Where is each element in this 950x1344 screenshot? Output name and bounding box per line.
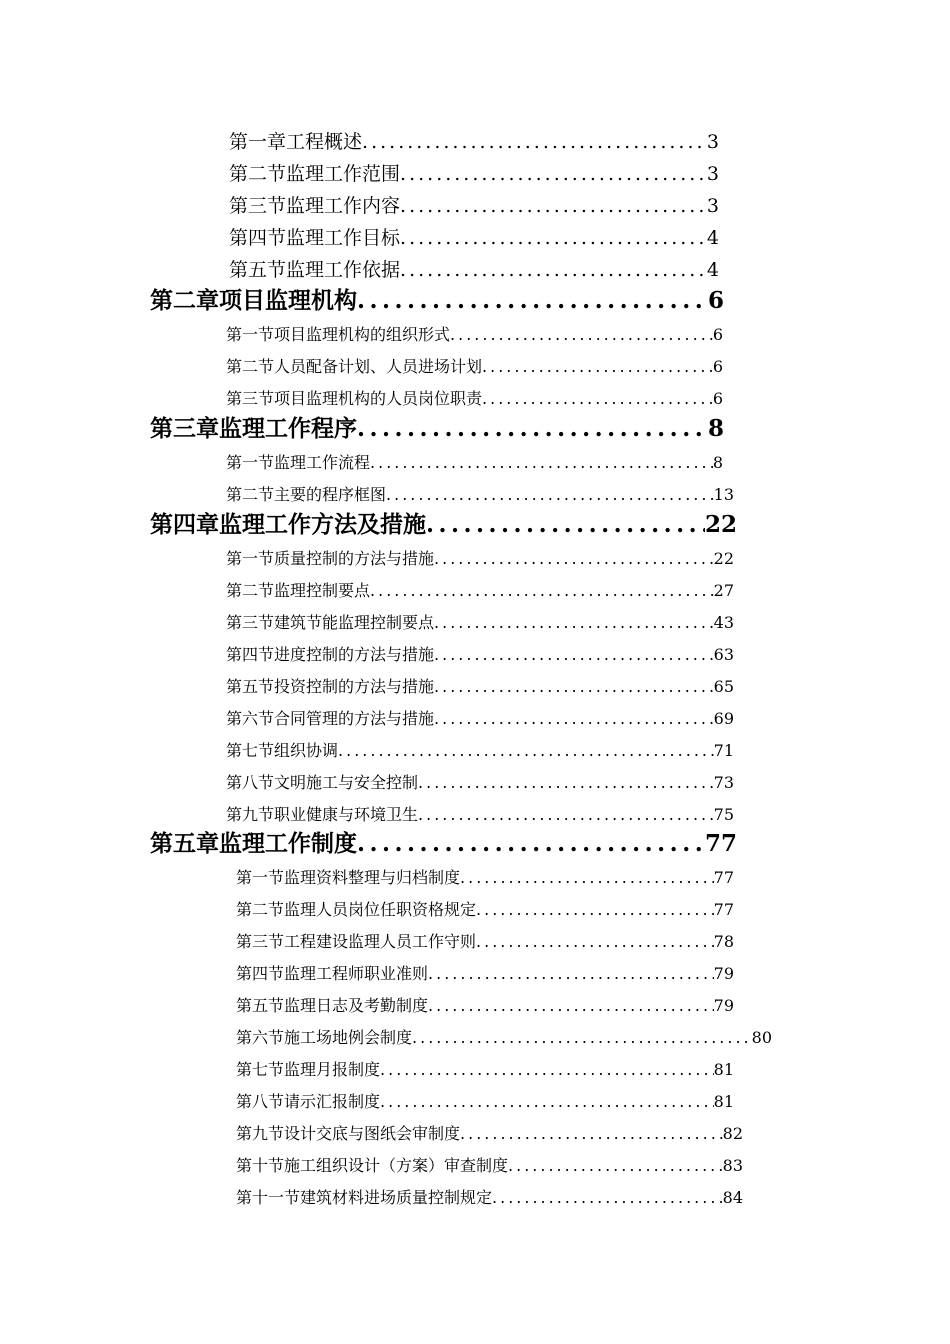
toc-label: 第十一节 [236,1188,301,1207]
toc-title: 投资控制的方法与措施 [274,677,435,696]
toc-page-number: 84 [722,1188,743,1207]
toc-entry[interactable] [226,640,734,670]
toc-page-number: 82 [722,1124,743,1143]
toc-leader-dots [482,352,713,382]
toc-page-number: 79 [713,996,734,1015]
toc-title: 项目监理机构的组织形式 [274,325,451,344]
toc-entry[interactable] [226,352,723,382]
toc-page-number: 3 [706,131,719,153]
toc-page-number: 8 [712,453,723,472]
toc-leader-dots [370,448,713,478]
toc-leader-dots [434,704,714,734]
toc-label: 第一章 [229,131,287,153]
toc-page-number: 6 [712,389,723,408]
toc-entry[interactable] [236,895,734,925]
toc-page-number: 4 [706,259,719,281]
toc-title: 监理工作制度 [219,830,357,857]
toc-entry[interactable] [226,576,734,606]
toc-title: 监理工作范围 [286,163,401,185]
toc-page-number: 75 [713,805,734,824]
toc-page-number: 27 [713,581,734,600]
toc-label: 第六节 [226,709,275,728]
toc-leader-dots [386,480,714,510]
toc-label: 第四节 [236,964,285,983]
toc-label: 第五节 [229,259,287,281]
toc-chapter-heading[interactable] [150,413,724,445]
toc-page-number: 6 [712,325,723,344]
toc-label: 第五节 [226,677,275,696]
toc-label: 第五章 [150,830,219,857]
toc-title: 建筑节能监理控制要点 [274,613,435,632]
toc-label: 第一节 [226,325,275,344]
toc-title: 监理工作目标 [286,227,401,249]
toc-title: 主要的程序框图 [274,485,387,504]
toc-title: 监理控制要点 [274,581,371,600]
toc-title: 监理工作内容 [286,195,401,217]
toc-label: 第二节 [226,581,275,600]
toc-label: 第三节 [226,389,275,408]
toc-label: 第二节 [226,357,275,376]
toc-title: 施工场地例会制度 [284,1028,413,1047]
toc-label: 第三节 [226,613,275,632]
toc-leader-dots [400,223,707,253]
toc-label: 第四章 [150,511,219,538]
toc-entry[interactable] [226,768,734,798]
toc-entry[interactable] [236,959,734,989]
toc-page-number: 77 [713,868,734,887]
toc-leader-dots [370,576,714,606]
toc-leader-dots [460,1119,723,1149]
toc-entry[interactable] [226,544,734,574]
toc-label: 第二节 [236,900,285,919]
toc-leader-dots [460,863,714,893]
toc-page-number: 13 [713,485,734,504]
toc-entry[interactable] [226,800,734,830]
toc-label: 第四节 [226,645,275,664]
toc-label: 第八节 [236,1092,285,1111]
toc-entry[interactable] [236,1055,734,1085]
toc-leader-dots [482,384,713,414]
toc-page-number: 65 [713,677,734,696]
toc-page-number: 77 [704,830,737,857]
toc-title: 监理工作流程 [274,453,371,472]
toc-page-number: 81 [713,1060,734,1079]
toc-leader-dots [476,927,714,957]
toc-leader-dots [362,127,707,157]
toc-leader-dots [400,255,707,285]
toc-page-number: 22 [704,511,737,538]
toc-entry[interactable] [226,448,723,478]
toc-label: 第四节 [229,227,287,249]
toc-leader-dots [380,1055,714,1085]
toc-leader-dots [357,413,708,445]
toc-leader-dots [418,800,714,830]
toc-label: 第五节 [236,996,285,1015]
toc-title: 监理资料整理与归档制度 [284,868,461,887]
toc-leader-dots [434,672,714,702]
toc-title: 监理工作程序 [219,415,357,442]
toc-label: 第十节 [236,1156,285,1175]
toc-label: 第七节 [236,1060,285,1079]
toc-title: 人员配备计划、人员进场计划 [274,357,483,376]
toc-page-number: 63 [713,645,734,664]
toc-title: 监理工作方法及措施 [219,511,426,538]
toc-leader-dots [412,1023,752,1053]
toc-page-number: 79 [713,964,734,983]
toc-leader-dots [434,640,714,670]
toc-title: 工程建设监理人员工作守则 [284,932,477,951]
toc-label: 第一节 [226,549,275,568]
toc-entry[interactable] [229,223,719,253]
toc-title: 工程概述 [286,131,363,153]
toc-title: 项目监理机构 [219,287,357,314]
toc-label: 第六节 [236,1028,285,1047]
toc-entry[interactable] [226,320,723,350]
toc-leader-dots [476,895,714,925]
toc-entry[interactable] [226,672,734,702]
toc-title: 监理工作依据 [286,259,401,281]
toc-title: 监理工程师职业准则 [284,964,429,983]
toc-entry[interactable] [229,127,719,157]
toc-leader-dots [338,736,714,766]
toc-title: 监理日志及考勤制度 [284,996,429,1015]
toc-label: 第一节 [236,868,285,887]
toc-title: 施工组织设计（方案）审查制度 [284,1156,509,1175]
toc-entry[interactable] [229,191,719,221]
toc-entry[interactable] [226,704,734,734]
toc-chapter-heading[interactable] [150,285,724,317]
toc-leader-dots [434,544,714,574]
toc-page-number: 81 [713,1092,734,1111]
toc-title: 设计交底与图纸会审制度 [284,1124,461,1143]
toc-label: 第二节 [229,163,287,185]
toc-entry[interactable] [236,1023,772,1053]
toc-title: 文明施工与安全控制 [274,773,419,792]
toc-label: 第三章 [150,415,219,442]
toc-title: 职业健康与环境卫生 [274,805,419,824]
toc-entry[interactable] [236,1119,743,1149]
toc-chapter-heading[interactable] [150,509,737,541]
toc-leader-dots [428,959,714,989]
toc-page-number: 22 [713,549,734,568]
toc-entry[interactable] [236,927,734,957]
toc-leader-dots [434,608,714,638]
toc-label: 第九节 [236,1124,285,1143]
toc-leader-dots [428,991,714,1021]
toc-entry[interactable] [229,159,719,189]
toc-leader-dots [380,1087,714,1117]
toc-page-number: 4 [706,227,719,249]
toc-leader-dots [508,1151,723,1181]
toc-label: 第三节 [236,932,285,951]
toc-page-number: 80 [751,1028,772,1047]
toc-label: 第七节 [226,741,275,760]
toc-leader-dots [492,1183,723,1213]
toc-page-number: 6 [712,357,723,376]
toc-entry[interactable] [236,863,734,893]
toc-page-number: 69 [713,709,734,728]
toc-chapter-heading[interactable] [150,828,737,860]
toc-entry[interactable] [226,736,734,766]
toc-entry[interactable] [229,255,719,285]
toc-leader-dots [400,191,707,221]
toc-leader-dots [418,768,714,798]
toc-title: 合同管理的方法与措施 [274,709,435,728]
toc-title: 项目监理机构的人员岗位职责 [274,389,483,408]
toc-page-number: 83 [722,1156,743,1175]
toc-page-number: 3 [706,195,719,217]
toc-page-number: 8 [707,415,724,442]
toc-leader-dots [400,159,707,189]
toc-entry[interactable] [226,480,734,510]
toc-page-number: 3 [706,163,719,185]
toc-title: 建筑材料进场质量控制规定 [300,1188,493,1207]
toc-page-number: 43 [713,613,734,632]
toc-entry[interactable] [226,608,734,638]
toc-page-number: 78 [713,932,734,951]
toc-entry[interactable] [236,1087,734,1117]
toc-entry[interactable] [236,991,734,1021]
toc-leader-dots [426,509,705,541]
toc-entry[interactable] [236,1151,743,1181]
toc-page-number: 73 [713,773,734,792]
toc-label: 第二节 [226,485,275,504]
toc-label: 第三节 [229,195,287,217]
toc-entry[interactable] [236,1183,743,1213]
toc-title: 监理人员岗位任职资格规定 [284,900,477,919]
toc-label: 第二章 [150,287,219,314]
toc-title: 进度控制的方法与措施 [274,645,435,664]
toc-leader-dots [357,285,708,317]
toc-title: 质量控制的方法与措施 [274,549,435,568]
toc-leader-dots [450,320,713,350]
toc-title: 请示汇报制度 [284,1092,381,1111]
toc-title: 监理月报制度 [284,1060,381,1079]
toc-page-number: 71 [713,741,734,760]
toc-leader-dots [357,828,705,860]
toc-entry[interactable] [226,384,723,414]
toc-label: 第九节 [226,805,275,824]
toc-label: 第一节 [226,453,275,472]
toc-page-number: 77 [713,900,734,919]
toc-title: 组织协调 [274,741,339,760]
toc-page-number: 6 [707,287,724,314]
toc-label: 第八节 [226,773,275,792]
